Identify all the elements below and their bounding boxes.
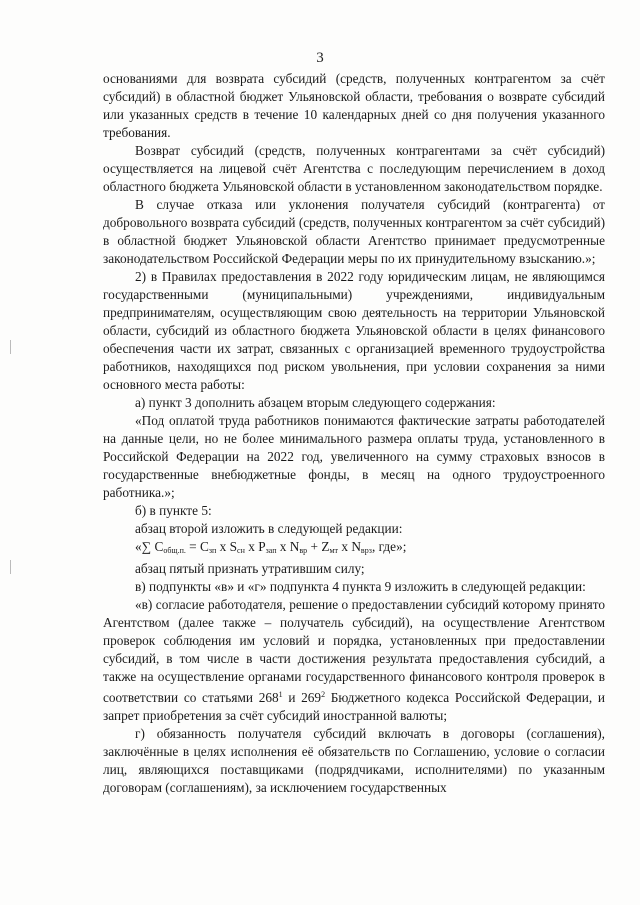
paragraph: «в) согласие работодателя, решение о предоставлении субсидий которому принято Агентством (далее также – получатель субсидий), на осуществление Агентством проверок соблюдения им условий и порядка, установленных при предоставлении субсидий, в том числе в части достижения результата предоставления субсидий, а также на осуществление органами государственного финансового контроля проверок в соответствии со статьями $268^1$ и $269^2$ Бюджетного кодекса Российской Федерации, и запрет приобретения за счёт субсидий иностранной валюты; <box>103 597 605 723</box>
paragraph: В случае отказа или уклонения получателя субсидий (контрагента) от добровольного возврата субсидий (средств, полученных контрагентом за счёт субсидий) в областной бюджет Ульяновской области Агентство принимает предусмотренные законодательством Российской Федерации меры по их принудительному взысканию.»; <box>103 197 605 266</box>
paragraph: абзац пятый признать утратившим силу; <box>135 561 365 576</box>
paragraph: 2) в Правилах предоставления в 2022 году юридическим лицам, не являющимся государственными (муниципальными) учреждениями, индивидуальным предпринимателям, осуществляющим свою деятельность на территории Ульяновской области, субсидий из областного бюджета Ульяновской области в целях финансового обеспечения части их затрат, связанных с организацией временного трудоустройства работников, находящихся под риском увольнения, при условии сохранения за ними основного места работы: <box>103 269 605 392</box>
paragraph: а) пункт 3 дополнить абзацем вторым следующего содержания: <box>135 395 496 410</box>
document-body <box>103 70 605 797</box>
paragraph: основаниями для возврата субсидий (средств, полученных контрагентом за счёт субсидий) в областной бюджет Ульяновской области, требования о возврате субсидий или указанных средств в течение 10 календарных дней со дня получения указанного требования. <box>103 71 605 140</box>
paragraph: г) обязанность получателя субсидий включать в договоры (соглашения), заключённые в целях исполнения её обязательств по Соглашению, условие о согласии лиц, являющихся поставщиками (подрядчиками, исполнителями) по указанным договорам (соглашениям), за исключением государственных <box>103 726 605 795</box>
paragraph: в) подпункты «в» и «г» подпункта 4 пункта 9 изложить в следующей редакции: <box>135 579 586 594</box>
paragraph: б) в пункте 5: <box>135 503 212 518</box>
paragraph: абзац второй изложить в следующей редакции: <box>135 521 403 536</box>
paragraph: «Под оплатой труда работников понимаются фактические затраты работодателей на данные цели, но не более минимального размера оплаты труда, установленного в Российской Федерации на 2022 год, увеличенного на сумму страховых взносов в государственные внебюджетные фонды, в месяц на одного трудоустроенного работника.»; <box>103 413 605 500</box>
page-number: 3 <box>316 50 324 66</box>
scan-margin-mark <box>10 340 19 354</box>
scan-margin-mark <box>10 560 19 574</box>
paragraph: Возврат субсидий (средств, полученных контрагентами за счёт субсидий) осуществляется на лицевой счёт Агентства с последующим перечислением в доход областного бюджета Ульяновской области в установленном законодательством порядке. <box>103 143 605 194</box>
formula: «∑ $C_{общ.п.} = C_{зп}$ x $S_{сн}$ x $P_{зап}$ x $N_{вр} + Z_{мт}$ x $N_{врз}$, где»; <box>135 539 407 555</box>
